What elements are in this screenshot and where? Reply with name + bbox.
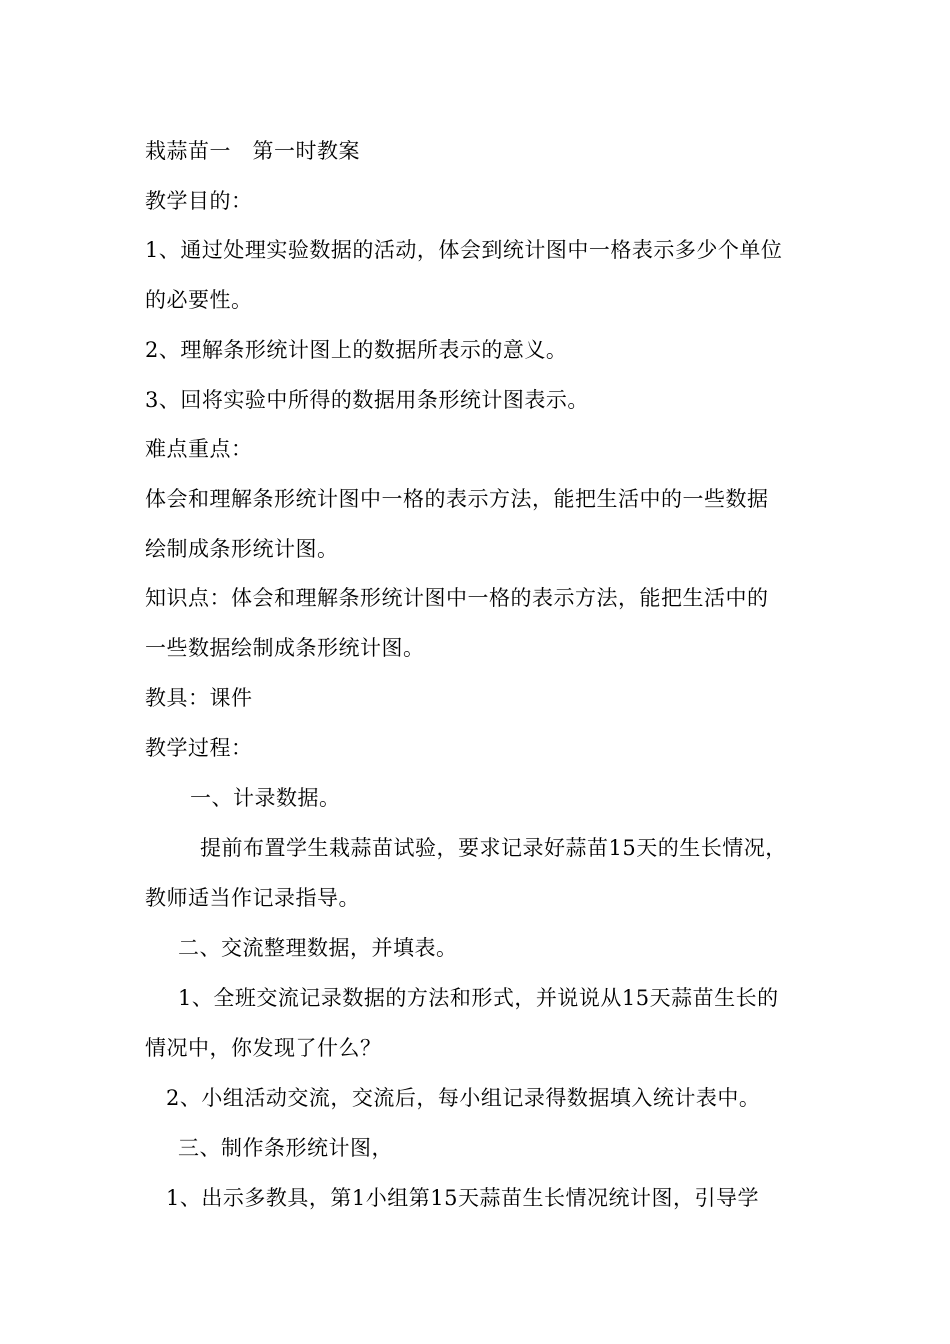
paragraph-line: 体会和理解条形统计图中一格的表示方法，能把生活中的一些数据 bbox=[145, 487, 769, 511]
paragraph-line: 3、回将实验中所得的数据用条形统计图表示。 bbox=[145, 388, 589, 412]
paragraph-line: 一些数据绘制成条形统计图。 bbox=[145, 636, 425, 660]
section-heading-objectives: 教学目的： bbox=[145, 189, 253, 213]
paragraph-line: 知识点：体会和理解条形统计图中一格的表示方法，能把生活中的 bbox=[145, 586, 769, 610]
subsection-heading: 三、制作条形统计图， bbox=[178, 1136, 393, 1160]
paragraph-line: 教师适当作记录指导。 bbox=[145, 886, 360, 910]
paragraph-line: 提前布置学生栽蒜苗试验，要求记录好蒜苗15天的生长情况， bbox=[200, 836, 787, 860]
paragraph-line: 绘制成条形统计图。 bbox=[145, 537, 339, 561]
paragraph-line: 的必要性。 bbox=[145, 288, 253, 312]
section-heading-key-points: 难点重点： bbox=[145, 437, 253, 461]
section-heading-process: 教学过程： bbox=[145, 736, 253, 760]
paragraph-line: 教具：课件 bbox=[145, 686, 253, 710]
paragraph-line: 1、通过处理实验数据的活动，体会到统计图中一格表示多少个单位 bbox=[145, 238, 783, 262]
paragraph-line: 情况中，你发现了什么？ bbox=[145, 1036, 382, 1060]
subsection-heading: 一、计录数据。 bbox=[190, 786, 341, 810]
subsection-heading: 二、交流整理数据，并填表。 bbox=[178, 936, 458, 960]
paragraph-line: 2、理解条形统计图上的数据所表示的意义。 bbox=[145, 338, 568, 362]
paragraph-line: 1、出示多教具，第1小组第15天蒜苗生长情况统计图，引导学 bbox=[166, 1186, 759, 1210]
paragraph-line: 2、小组活动交流，交流后，每小组记录得数据填入统计表中。 bbox=[166, 1086, 761, 1110]
document-title: 栽蒜苗一 第一时教案 bbox=[145, 139, 360, 163]
paragraph-line: 1、全班交流记录数据的方法和形式，并说说从15天蒜苗生长的 bbox=[178, 986, 779, 1010]
